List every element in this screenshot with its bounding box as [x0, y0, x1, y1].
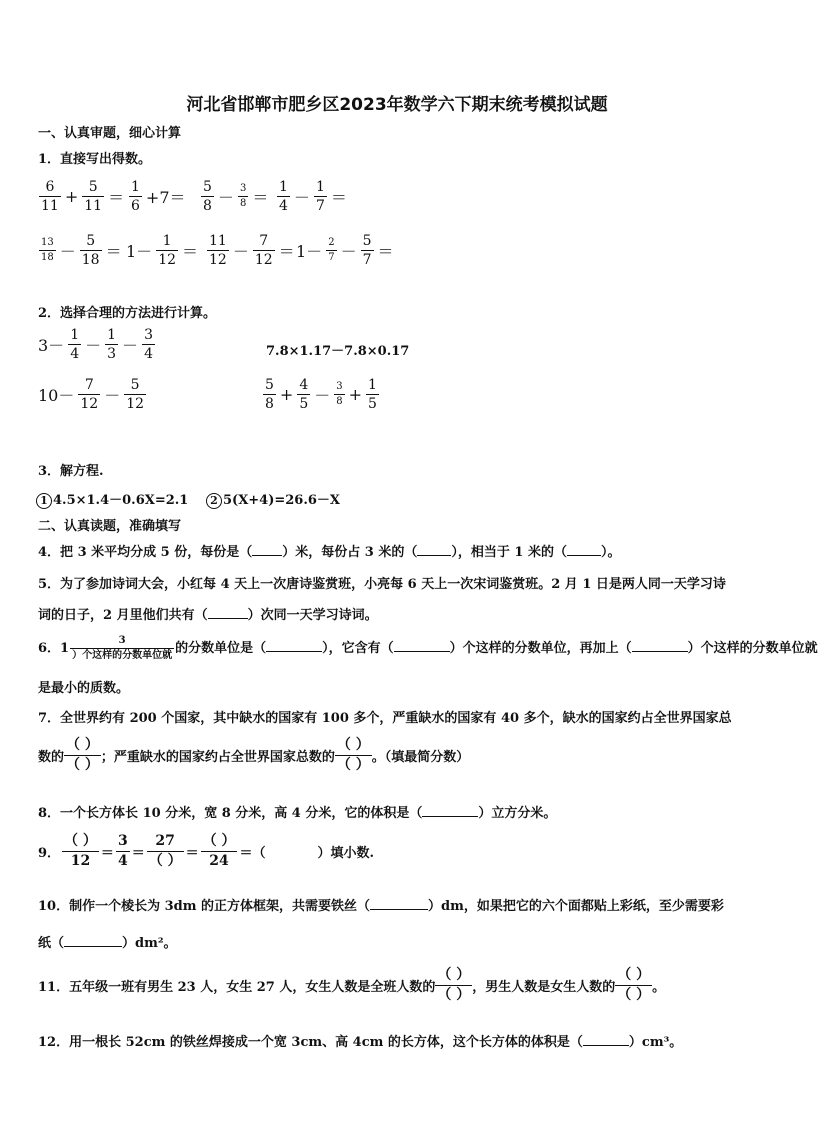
q3-equation-2: 2 5(X+4)=26.6－X — [206, 489, 340, 509]
q3-equation-1: 1 4.5×1.4－0.6X=2.1 — [36, 489, 188, 509]
q2-item-d: $\frac{5}{8}$ + $\frac{4}{5}$ － $\frac{3}{8}$ + $\frac{1}{5}$ — [265, 377, 377, 412]
fraction-blank[interactable]: （ ） （ ） — [66, 737, 99, 774]
q1-item-g: $\frac{11}{12}$ － $\frac{7}{12}$ ＝ — [209, 233, 295, 268]
question-11: 11．五年级一班有男生 23 人，女生 27 人，女生人数是全班人数的 （ ） （ ） ，男生人数是女生人数的 （ ） （ ） 。 — [38, 967, 666, 1004]
q1-item-d: $\frac{1}{4}$ － $\frac{1}{7}$ ＝ — [279, 179, 347, 214]
q2-item-b: 7.8×1.17－7.8×0.17 — [266, 344, 410, 359]
question-8: 8．一个长方体长 10 分米，宽 8 分米，高 4 分米，它的体积是（ ）立方分米。 — [38, 806, 557, 821]
q2-item-a: 3－ $\frac{1}{4}$ － $\frac{1}{3}$ － $\frac{3}{4}$ — [38, 327, 153, 362]
q2-item-c: 10－ $\frac{7}{12}$ － $\frac{5}{12}$ — [38, 377, 145, 412]
q1-item-e: $\frac{13}{18}$ － $\frac{5}{18}$ ＝ — [41, 233, 122, 268]
circle-number-1: 1 — [36, 493, 52, 509]
fraction-blank[interactable]: （ ） （ ） — [617, 967, 651, 1004]
question-6-line-1: 6．1 $\frac{3}{\text{）个这样的分数单位就}}$ 的分数单位是（ ），它含有（ ）个这样的分数单位，再加上（ ）个这样的分数单位就 — [38, 635, 818, 661]
question-5-line-1: 5．为了参加诗词大会，小红每 4 天上一次唐诗鉴赏班，小亮每 6 天上一次宋词鉴赏班。2 月 1 日是两人同一天学习诗 — [38, 577, 726, 592]
q1-item-h: 1－ $\frac{2}{7}$ － $\frac{5}{7}$ ＝ — [296, 233, 394, 268]
fraction-blank[interactable]: 27 （ ） — [148, 833, 182, 870]
circle-number-2: 2 — [206, 493, 222, 509]
section-heading-2: 二、认真读题，准确填写 — [38, 519, 182, 534]
fraction-blank[interactable]: （ ） （ ） — [437, 967, 471, 1004]
question-5-line-2: 词的日子，2 月里他们共有（ ）次同一天学习诗词。 — [38, 608, 378, 623]
q1-item-c: $\frac{5}{8}$ － $\frac{3}{8}$ ＝ — [203, 179, 269, 214]
question-2: 2．选择合理的方法进行计算。 — [38, 306, 217, 321]
question-7-line-2: 数的 （ ） （ ） ；严重缺水的国家约占全世界国家总数的 （ ） （ ） 。（填最简分数） — [38, 737, 470, 774]
section-heading-1: 一、认真审题，细心计算 — [38, 126, 182, 141]
page-title: 河北省邯郸市肥乡区2023年数学六下期末统考模拟试题 — [186, 95, 608, 115]
question-6-line-2: 是最小的质数。 — [38, 681, 130, 696]
question-9: 9． （ ） 12 ＝ 3 4 ＝ 27 （ ） ＝ （ ） 24 ＝（ ）填小数. — [38, 833, 374, 870]
fraction-blank[interactable]: （ ） 24 — [202, 833, 236, 870]
question-1: 1．直接写出得数。 — [38, 152, 152, 167]
q1-item-b: $\frac{1}{6}$ +7＝ — [131, 179, 186, 214]
q1-item-f: 1－ $\frac{1}{12}$ ＝ — [126, 233, 199, 268]
q1-item-a: $\frac{6}{11}$ + $\frac{5}{11}$ ＝ — [41, 179, 125, 214]
question-7-line-1: 7．全世界约有 200 个国家，其中缺水的国家有 100 多个，严重缺水的国家有 40 多个，缺水的国家约占全世界国家总 — [38, 711, 732, 726]
question-4: 4．把 3 米平均分成 5 份，每份是（ ）米，每份占 3 米的（ ），相当于 1 米的（ ）。 — [38, 545, 621, 560]
question-3: 3．解方程. — [38, 464, 104, 479]
question-12: 12．用一根长 52cm 的铁丝焊接成一个宽 3cm、高 4cm 的长方体，这个长方体的体积是（ ）cm³。 — [38, 1035, 683, 1050]
question-10-line-1: 10．制作一个棱长为 3dm 的正方体框架，共需要铁丝（ ）dm，如果把它的六个面都贴上彩纸，至少需要彩 — [38, 899, 724, 914]
fraction-blank[interactable]: （ ） 12 — [64, 833, 97, 870]
fraction-blank[interactable]: （ ） （ ） — [336, 737, 370, 774]
question-10-line-2: 纸（ ）dm²。 — [38, 936, 177, 951]
